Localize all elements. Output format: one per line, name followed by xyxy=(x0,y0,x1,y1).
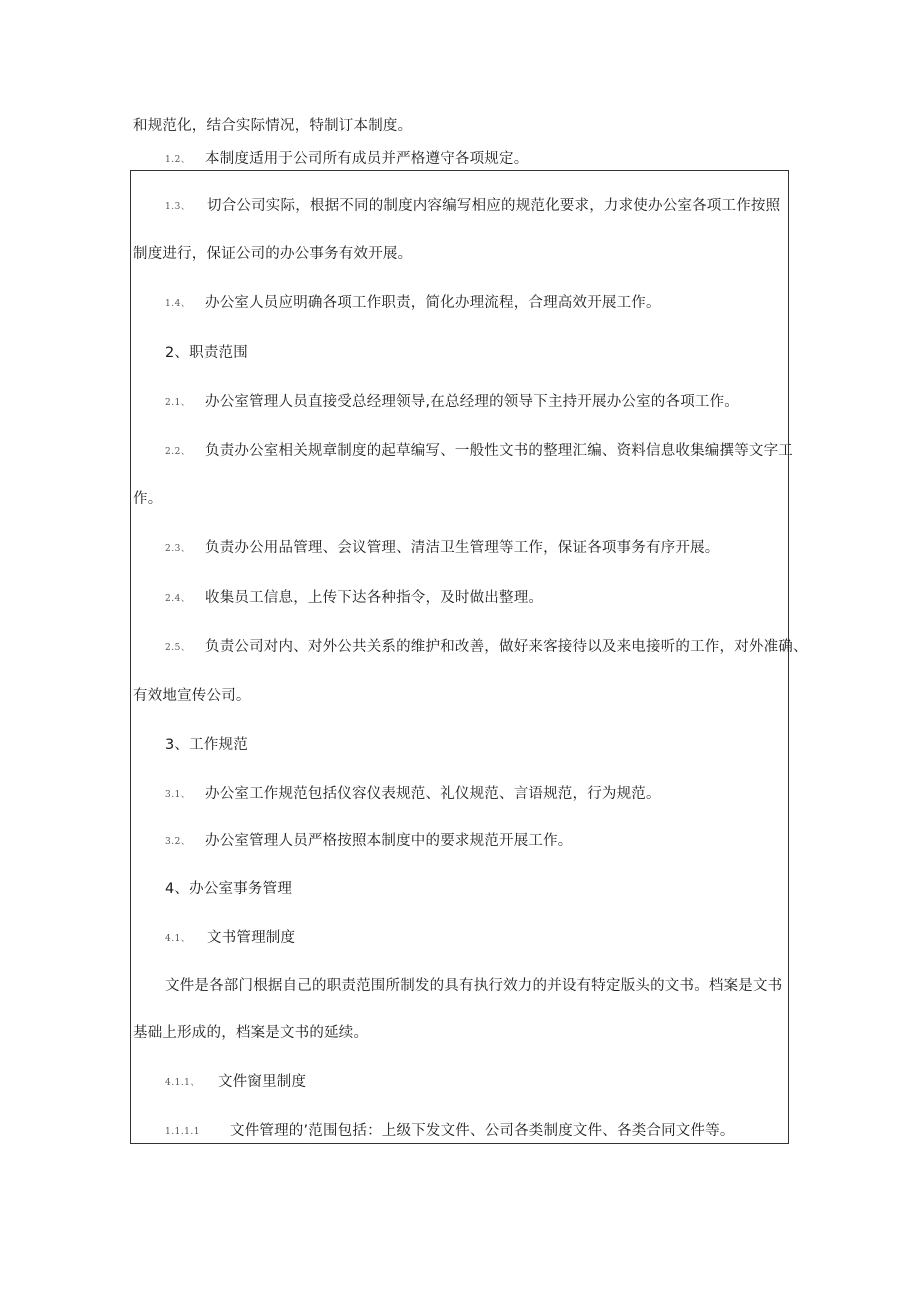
clause-2-3 xyxy=(165,538,720,559)
clause-text: 制度进行，保证公司的办公事务有效开展。 xyxy=(133,246,413,262)
section-heading: 2、职责范围 xyxy=(165,345,248,361)
section-4-heading xyxy=(165,879,292,899)
clause-3-2 xyxy=(165,831,573,852)
clause-number: 4.1、 xyxy=(165,934,191,944)
clause-text: 办公室管理人员直接受总经理领导,在总经理的领导下主持开展办公室的各项工作。 xyxy=(205,394,740,410)
section-3-heading xyxy=(165,735,248,755)
section-heading: 3、工作规范 xyxy=(165,737,248,753)
clause-1-1-1-1 xyxy=(165,1121,735,1142)
clause-text: 切合公司实际，根据不同的制度内容编写相应的规范化要求，力求使办公室各项工作按照 xyxy=(207,198,781,214)
clause-text: 办公室管理人员严格按照本制度中的要求规范开展工作。 xyxy=(205,833,573,849)
clause-text: 负责公司对内、对外公共关系的维护和改善，做好来客接待以及来电接听的工作，对外准确、 xyxy=(205,639,808,655)
clause-2-2 xyxy=(165,441,793,462)
clause-number: 1.4、 xyxy=(165,299,191,309)
clause-text: 本制度适用于公司所有成员并严格遵守各项规定。 xyxy=(205,151,529,167)
clause-text: 有效地宣传公司。 xyxy=(133,688,251,704)
paragraph-line-1 xyxy=(165,976,782,996)
clause-number: 2.4、 xyxy=(165,594,191,604)
clause-1-4 xyxy=(165,293,661,314)
clause-1-3 xyxy=(165,196,780,217)
body-text: 和规范化，结合实际情况，特制订本制度。 xyxy=(133,118,413,134)
clause-text: 文件窗里制度 xyxy=(218,1074,307,1090)
clause-number: 1.3、 xyxy=(165,202,191,212)
clause-2-5-continuation xyxy=(133,686,251,706)
clause-text: 收集员工信息，上传下达各种指令，及时做出整理。 xyxy=(205,590,544,606)
clause-number: 4.1.1、 xyxy=(165,1078,200,1088)
clause-number: 3.1、 xyxy=(165,790,191,800)
clause-text: 作。 xyxy=(133,491,163,507)
clause-2-1 xyxy=(165,392,739,413)
section-2-heading xyxy=(165,343,248,363)
clause-text: 负责办公用品管理、会议管理、清洁卫生管理等工作，保证各项事务有序开展。 xyxy=(205,540,720,556)
clause-text: 文书管理制度 xyxy=(207,930,296,946)
section-heading: 4、办公室事务管理 xyxy=(165,881,293,897)
clause-text: 办公室工作规范包括仪容仪表规范、礼仪规范、言语规范，行为规范。 xyxy=(205,786,661,802)
body-text: 基础上形成的，档案是文书的延续。 xyxy=(133,1025,369,1041)
clause-text: 负责办公室相关规章制度的起草编写、一般性文书的整理汇编、资料信息收集编撰等文字工 xyxy=(205,443,793,459)
clause-number: 1.2、 xyxy=(165,155,191,165)
clause-number: 2.3、 xyxy=(165,544,191,554)
clause-4-1 xyxy=(165,928,295,949)
clause-2-5 xyxy=(165,637,808,658)
clause-number: 2.5、 xyxy=(165,643,191,653)
clause-number: 3.2、 xyxy=(165,837,191,847)
clause-4-1-1 xyxy=(165,1072,306,1093)
clause-2-2-continuation xyxy=(133,489,162,509)
clause-1-3-continuation xyxy=(133,244,412,264)
clause-2-4 xyxy=(165,588,543,609)
body-text: 文件是各部门根据自己的职责范围所制发的具有执行效力的并设有特定版头的文书。档案是文书 xyxy=(165,978,783,994)
clause-1-2 xyxy=(165,149,528,170)
paragraph-line-2 xyxy=(133,1023,368,1043)
clause-text: 办公室人员应明确各项工作职责，简化办理流程，合理高效开展工作。 xyxy=(205,295,661,311)
clause-3-1 xyxy=(165,784,661,805)
clause-text: 文件管理的’范围包括：上级下发文件、公司各类制度文件、各类合同文件等。 xyxy=(230,1123,735,1139)
continuation-line xyxy=(133,116,412,136)
clause-number: 2.1、 xyxy=(165,398,191,408)
clause-number: 2.2、 xyxy=(165,447,191,457)
clause-number: 1.1.1.1 xyxy=(165,1127,200,1137)
